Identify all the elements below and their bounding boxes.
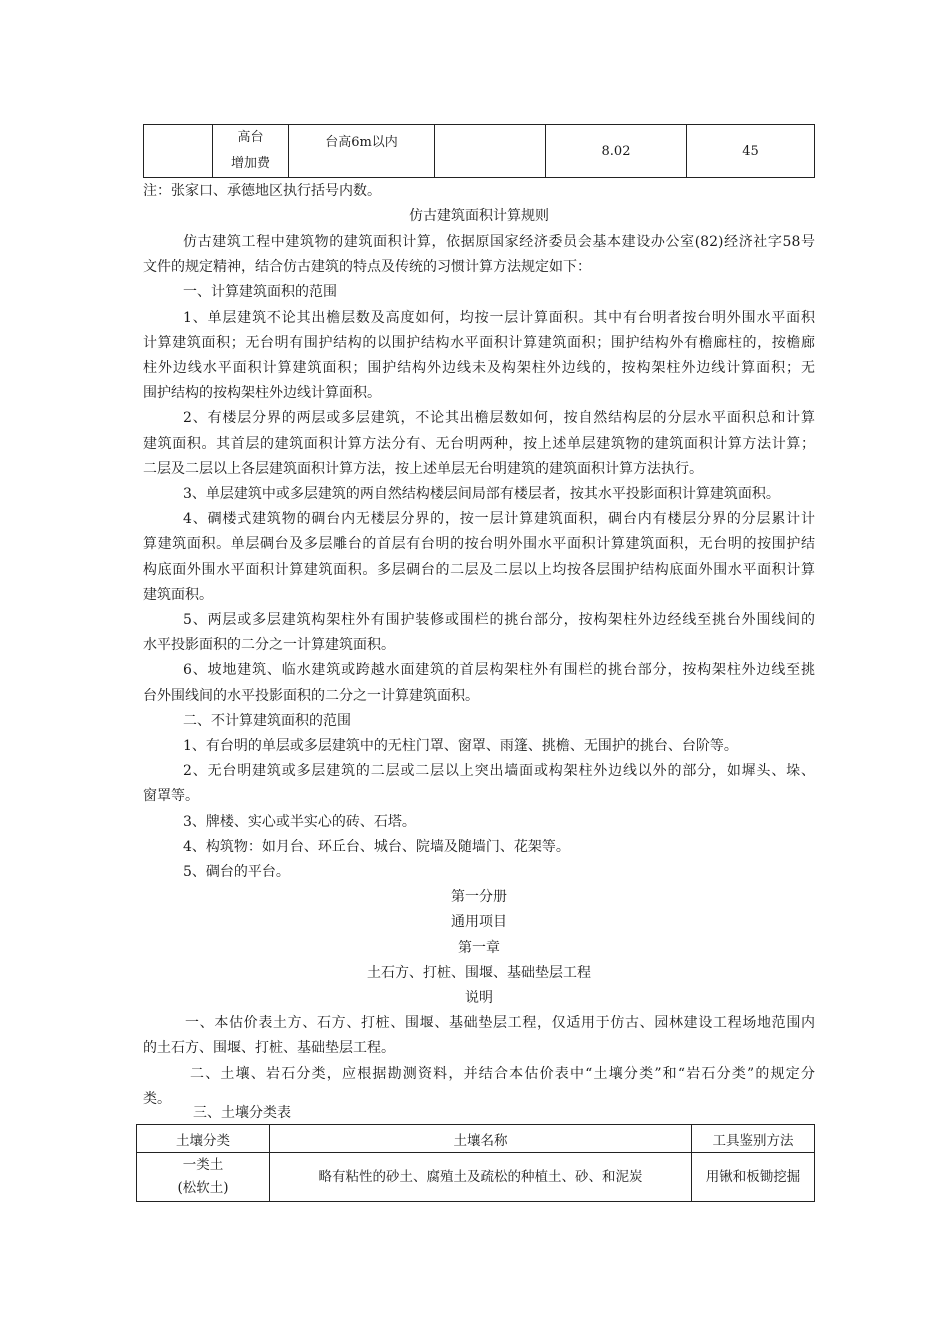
rule-line: 3、牌楼、实心或半实心的砖、石塔。 [183,814,416,830]
soil-class-line2: (松软土) [177,1180,229,1196]
soil-class-line1: 一类土 [182,1157,224,1173]
soil-method-cell: 用锹和板锄挖掘 [692,1153,815,1202]
rule-line: 5、碉台的平台。 [183,864,290,880]
explanation-line: 的土石方、围堰、打桩、基础垫层工程。 [143,1040,395,1056]
rule-line: 二层及二层以上各层建筑面积计算方法，按上述单层无台明建筑的建筑面积计算方法执行。 [143,461,703,477]
category-line2: 增加费 [230,156,270,171]
rule-line: 2、有楼层分界的两层或多层建筑，不论其出檐层数如何，按自然结构层的分层水平面积总和计算 [183,410,815,426]
rule-line: 6、坡地建筑、临水建筑或跨越水面建筑的首层构架柱外有围栏的挑台部分，按构架柱外边线至挑 [183,662,815,678]
table-note: 注：张家口、承德地区执行括号内数。 [143,183,381,199]
chapter-title: 土石方、打桩、围堰、基础垫层工程 [367,965,591,981]
table-header-row [137,1125,815,1153]
category-line1: 高台 [237,130,264,145]
rule-line: 计算建筑面积；无台明有围护结构的以围护结构水平面积计算建筑面积；围护结构外有檐廊柱的，按檐廊 [143,335,815,351]
rule-line: 水平投影面积的二分之一计算建筑面积。 [143,637,395,653]
explanation-line: 二、土壤、岩石分类，应根据勘测资料，并结合本估价表中“土壤分类”和“岩石分类”的规定分 [190,1066,815,1082]
condition-cell: 台高6m以内 [289,125,435,178]
table-row [144,125,815,178]
rule-line: 窗罩等。 [143,788,199,804]
value-cell: 8.02 [546,125,687,178]
rule-line: 台外围线间的水平投影面积的二分之一计算建筑面积。 [143,688,479,704]
rule-line: 建筑面积。其首层的建筑面积计算方法分有、无台明两种，按上述单层建筑物的建筑面积计算方法计算； [143,436,815,452]
section-title: 仿古建筑面积计算规则 [409,208,549,224]
rule-line: 5、两层或多层建筑构架柱外有围护装修或围栏的挑台部分，按构架柱外边经线至挑台外围线间的 [183,612,815,628]
chapter-heading: 第一章 [458,940,500,956]
intro-line: 文件的规定精神，结合仿古建筑的特点及传统的习惯计算方法规定如下： [143,259,591,275]
rule-line: 2、无台明建筑或多层建筑的二层或二层以上突出墙面或构架柱外边线以外的部分，如墀头、垛、 [183,763,815,779]
volume-heading: 第一分册 [451,889,507,905]
rule-line: 构底面外围水平面积计算建筑面积。多层碉台的二层及二层以上均按各层围护结构底面外围水平面积计算 [143,562,815,578]
intro-line: 仿古建筑工程中建筑物的建筑面积计算，依据原国家经济委员会基本建设办公室(82)经济社字58号 [183,234,815,250]
explanation-line: 类。 [143,1091,171,1107]
value-cell: 45 [687,125,815,178]
rule-line: 建筑面积。 [143,587,213,603]
soil-name-cell: 略有粘性的砂土、腐殖土及疏松的种植土、砂、和泥炭 [270,1153,692,1202]
rule-line: 围护结构的按构架柱外边线计算面积。 [143,385,381,401]
explanation-line: 三、土壤分类表 [193,1105,291,1121]
explanation-line: 一、本估价表土方、石方、打桩、围堰、基础垫层工程，仅适用于仿古、园林建设工程场地范围内 [185,1015,815,1031]
section-heading: 一、计算建筑面积的范围 [183,284,337,300]
soil-classification-table [136,1124,815,1202]
empty-cell [144,125,213,178]
general-heading: 通用项目 [451,914,507,930]
rule-line: 1、有台明的单层或多层建筑中的无柱门罩、窗罩、雨篷、挑檐、无围护的挑台、台阶等。 [183,738,738,754]
soil-class-cell [137,1153,270,1202]
table-row [137,1153,815,1202]
category-cell [213,125,289,178]
column-header: 工具鉴别方法 [692,1125,815,1153]
rule-line: 4、碉楼式建筑物的碉台内无楼层分界的，按一层计算建筑面积，碉台内有楼层分界的分层累计计 [183,511,815,527]
column-header: 土壤名称 [270,1125,692,1153]
explanation-heading: 说明 [465,990,493,1006]
rule-line: 算建筑面积。单层碉台及多层雕台的首层有台明的按台明外围水平面积计算建筑面积，无台明的按围护结 [143,536,815,552]
rule-line: 3、单层建筑中或多层建筑的两自然结构楼层间局部有楼层者，按其水平投影面积计算建筑面积。 [183,486,780,502]
fee-table [143,124,815,178]
empty-cell [435,125,546,178]
column-header: 土壤分类 [137,1125,270,1153]
rule-line: 4、构筑物：如月台、环丘台、城台、院墙及随墙门、花架等。 [183,839,570,855]
rule-line: 1、单层建筑不论其出檐层数及高度如何，均按一层计算面积。其中有台明者按台明外围水平面积 [183,310,815,326]
section-heading: 二、不计算建筑面积的范围 [183,713,351,729]
rule-line: 柱外边线水平面积计算建筑面积；围护结构外边线未及构架柱外边线的，按构架柱外边线计算面积；无 [143,360,815,376]
